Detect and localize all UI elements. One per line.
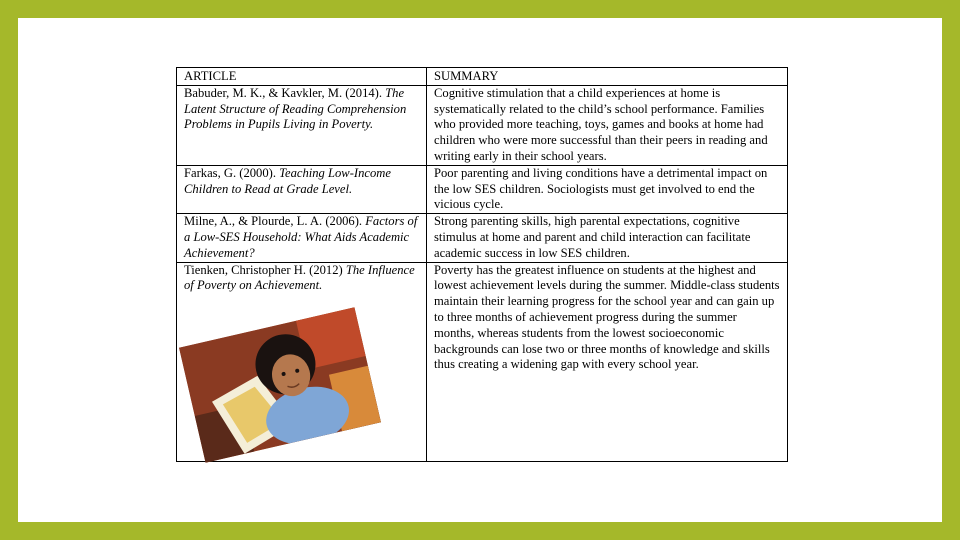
summary-cell: Strong parenting skills, high parental expectations, cognitive stimulus at home and parent and child interaction can facilitate academic success in low SES children.	[427, 214, 788, 262]
header-summary: SUMMARY	[427, 68, 788, 86]
header-article: ARTICLE	[177, 68, 427, 86]
table-row	[177, 165, 788, 213]
article-citation: Babuder, M. K., & Kavkler, M. (2014).	[184, 85, 386, 100]
article-citation: Tienken, Christopher H. (2012)	[184, 262, 346, 277]
table-row	[177, 85, 788, 165]
article-title: The Influence of Poverty on Achievement.	[184, 262, 415, 293]
article-citation: Farkas, G. (2000).	[184, 165, 280, 180]
summary-cell: Poor parenting and living conditions have a detrimental impact on the low SES children. Sociologists must get involved to end the vicious cycle.	[427, 165, 788, 213]
summary-cell: Cognitive stimulation that a child experiences at home is systematically related to the child’s school performance. Families who provided more teaching, toys, games and books at home had children who were more successful than their peers in reading and writing early in their school years.	[427, 85, 788, 165]
slide	[18, 18, 942, 522]
article-cell	[177, 214, 427, 262]
table-header-row	[177, 68, 788, 86]
article-title: The Latent Structure of Reading Comprehension Problems in Pupils Living in Poverty.	[184, 85, 407, 132]
summary-cell: Poverty has the greatest influence on students at the highest and lowest achievement levels during the summer. Middle-class students maintain their learning progress for the school year and can gain up to three months of achievement progress during the summer months, whereas students from the lowest socioeconomic backgrounds can lose two or three months of knowledge and skills thus creating a widening gap with every school year.	[427, 262, 788, 461]
article-citation: Milne, A., & Plourde, L. A. (2006).	[184, 214, 366, 229]
article-cell	[177, 165, 427, 213]
table-row	[177, 214, 788, 262]
article-cell	[177, 85, 427, 165]
article-title: Teaching Low-Income Children to Read at Grade Level.	[184, 165, 391, 196]
article-title: Factors of a Low-SES Household: What Aids Academic Achievement?	[184, 214, 418, 260]
